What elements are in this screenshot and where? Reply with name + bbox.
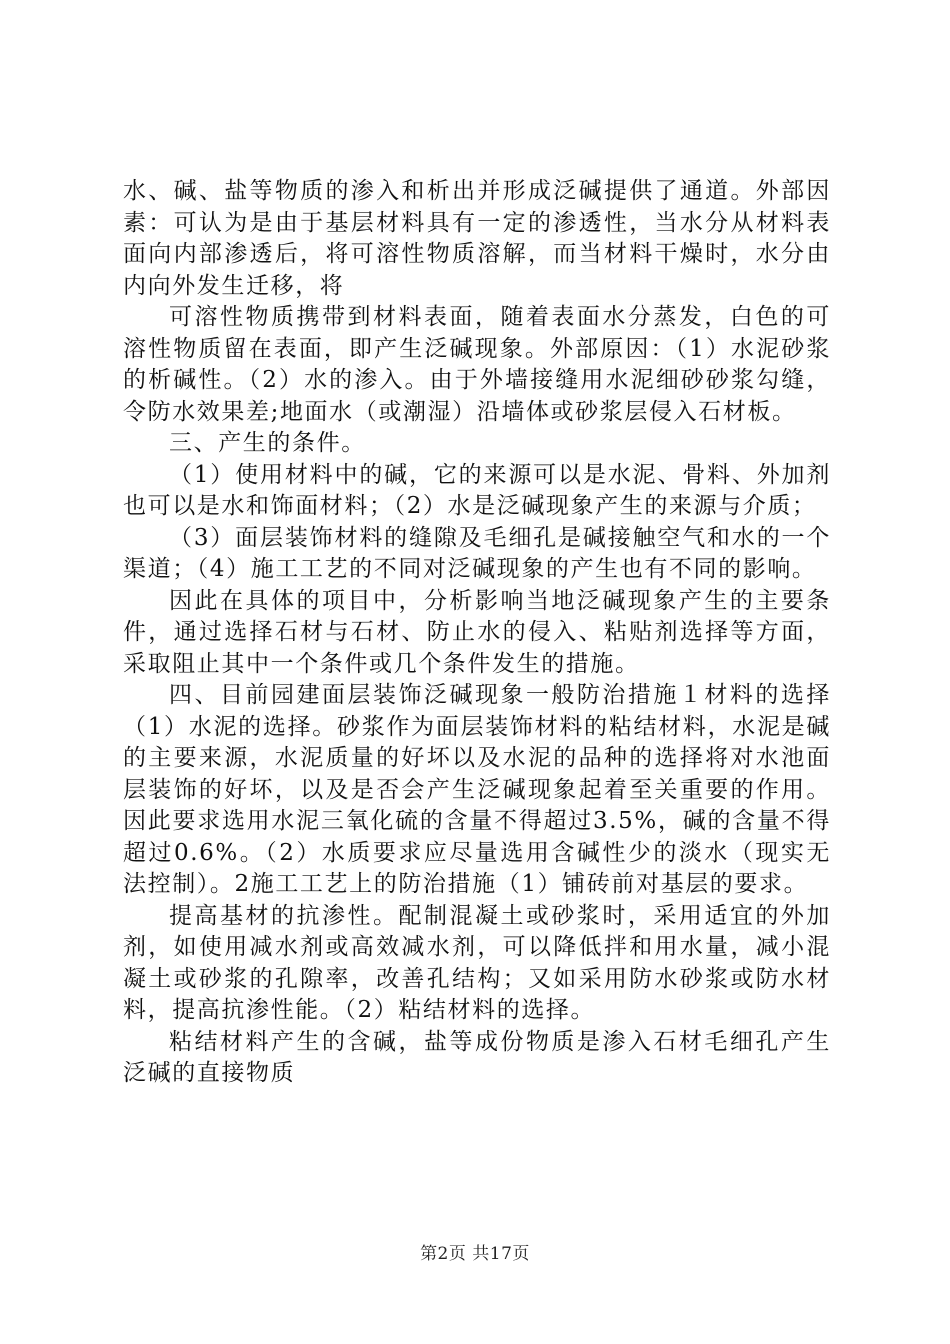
paragraph: 可溶性物质携带到材料表面，随着表面水分蒸发，白色的可溶性物质留在表面，即产生泛碱现象。外部原因：（1）水泥砂浆的析碱性。（2）水的渗入。由于外墙接缝用水泥细砂砂浆勾缝，令防水效果差;地面水（或潮湿）沿墙体或砂浆层侵入石材板。 (123, 304, 831, 425)
paragraph: 粘结材料产生的含碱，盐等成份物质是渗入石材毛细孔产生泛碱的直接物质 (123, 1028, 831, 1086)
paragraph: （3）面层装饰材料的缝隙及毛细孔是碱接触空气和水的一个渠道；（4）施工工艺的不同对泛碱现象的产生也有不同的影响。 (123, 524, 831, 582)
paragraph: 提高基材的抗渗性。配制混凝土或砂浆时，采用适宜的外加剂，如使用减水剂或高效减水剂，可以降低拌和用水量，减小混凝土或砂浆的孔隙率，改善孔结构；又如采用防水砂浆或防水材料，提高抗渗性能。（2）粘结材料的选择。 (123, 902, 831, 1023)
paragraph: （1）使用材料中的碱，它的来源可以是水泥、骨料、外加剂也可以是水和饰面材料；（2）水是泛碱现象产生的来源与介质； (123, 461, 831, 519)
document-body (123, 176, 831, 1090)
paragraph: 因此在具体的项目中，分析影响当地泛碱现象产生的主要条件，通过选择石材与石材、防止水的侵入、粘贴剂选择等方面，采取阻止其中一个条件或几个条件发生的措施。 (123, 587, 831, 677)
paragraph: 四、目前园建面层装饰泛碱现象一般防治措施１材料的选择（1）水泥的选择。砂浆作为面层装饰材料的粘结材料，水泥是碱的主要来源，水泥质量的好坏以及水泥的品种的选择将对水池面层装饰的好坏，以及是否会产生泛碱现象起着至关重要的作用。因此要求选用水泥三氧化硫的含量不得超过3.5%，碱的含量不得超过0.6%。（2）水质要求应尽量选用含碱性少的淡水（现实无法控制）。2施工工艺上的防治措施（1）铺砖前对基层的要求。 (123, 682, 831, 897)
paragraph: 水、碱、盐等物质的渗入和析出并形成泛碱提供了通道。外部因素：可认为是由于基层材料具有一定的渗透性，当水分从材料表面向内部渗透后，将可溶性物质溶解，而当材料干燥时，水分由内向外发生迁移，将 (123, 178, 831, 299)
page-number-footer: 第2页 共17页 (420, 1244, 530, 1264)
section-heading: 三、产生的条件。 (169, 430, 366, 456)
